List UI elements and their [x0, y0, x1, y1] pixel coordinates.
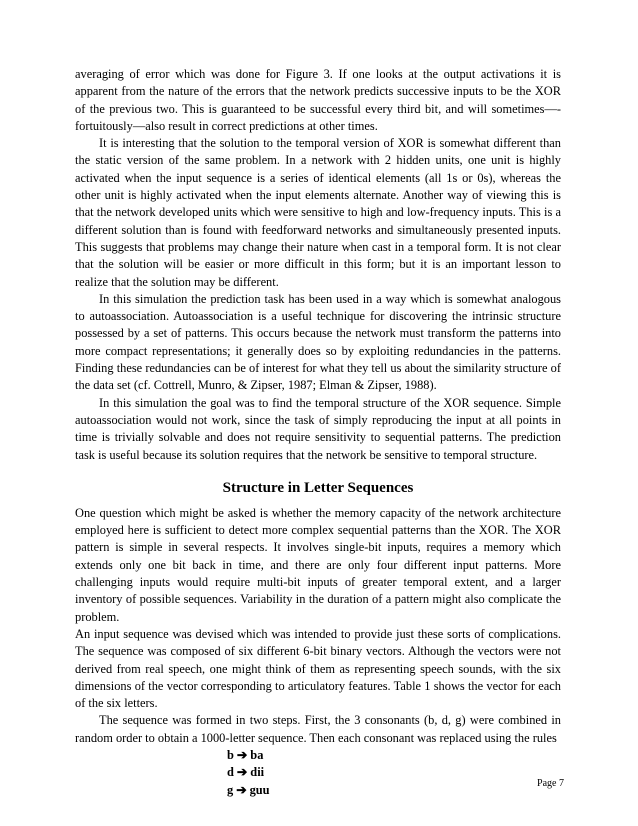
- page-number: Page 7: [537, 778, 564, 789]
- paragraphs-bottom: [75, 505, 561, 747]
- rule-d: [227, 764, 561, 781]
- rule-g: [227, 782, 561, 799]
- section-heading: Structure in Letter Sequences: [222, 479, 414, 496]
- paragraph-5: One question which might be asked is whether the memory capacity of the network architecture employed here is sufficient to detect more complex sequential patterns than the XOR. The XOR pattern is simple in several respects. It involves single-bit inputs, requires a memory which extends only one bit back in time, and there are only four different input patterns. More challenging inputs would require multi-bit inputs of greater temporal extent, and a larger inventory of possible sequences. Variability in the duration of a pattern might also complicate the problem.: [75, 505, 561, 624]
- paragraph-6: An input sequence was devised which was intended to provide just these sorts of complications. The sequence was composed of six different 6-bit binary vectors. Although the vectors were not derived from real speech, one might think of them as representing speech sounds, with the six dimensions of the vector corresponding to articulatory features. Table 1 shows the vector for each of the six letters.: [75, 626, 561, 711]
- arrow-icon: ➔: [236, 747, 248, 762]
- rule-from: g: [227, 782, 234, 797]
- replacement-rules: [227, 747, 561, 799]
- document-page: [75, 66, 561, 799]
- paragraph-1: averaging of error which was done for Figure 3. If one looks at the output activations it is apparent from the nature of the errors that the network predicts successive inputs to be the XOR of the previous two. This is guaranteed to be successful every third bit, and will sometimes—-fortuitously—also result in correct predictions at other times.: [75, 67, 561, 133]
- paragraph-2: It is interesting that the solution to the temporal version of XOR is somewhat different than the static version of the same problem. In a network with 2 hidden units, one unit is highly activated when the input sequence is a series of identical elements (all 1s or 0s), whereas the other unit is highly activated when the input elements alternate. Another way of viewing this is that the network developed units which were sensitive to high and low-frequency inputs. This is a different solution than is found with feedforward networks and simultaneously presented inputs. This suggests that problems may change their nature when cast in a temporal form. It is not clear that the solution will be easier or more difficult in this form; but it is an important lesson to realize that the solution may be different.: [75, 136, 561, 289]
- rule-to: ba: [250, 747, 264, 762]
- rule-from: b: [227, 747, 234, 762]
- arrow-icon: ➔: [236, 782, 247, 797]
- paragraph-7: The sequence was formed in two steps. First, the 3 consonants (b, d, g) were combined in random order to obtain a 1000-letter sequence. Then each consonant was replaced using the rules: [75, 713, 561, 745]
- paragraph-3: In this simulation the prediction task has been used in a way which is somewhat analogous to autoassociation. Autoassociation is a useful technique for discovering the intrinsic structure possessed by a set of patterns. This occurs because the network must transform the patterns into more compact representations; it generally does so by exploiting redundancies in the patterns. Finding these redundancies can be of interest for what they tell us about the similarity structure of the data set (cf. Cottrell, Munro, & Zipser, 1987; Elman & Zipser, 1988).: [75, 291, 561, 393]
- rule-from: d: [227, 765, 234, 780]
- arrow-icon: ➔: [236, 765, 248, 780]
- paragraphs-top: [75, 66, 561, 464]
- paragraph-4: In this simulation the goal was to find the temporal structure of the XOR sequence. Simple autoassociation would not work, since the task of simply reproducing the input at all points in time is trivially solvable and does not require sensitivity to sequential patterns. The prediction task is useful because its solution requires that the network be sensitive to temporal structure.: [75, 395, 561, 462]
- rule-to: guu: [249, 782, 270, 797]
- rule-b: [227, 747, 561, 764]
- rule-to: dii: [250, 765, 265, 780]
